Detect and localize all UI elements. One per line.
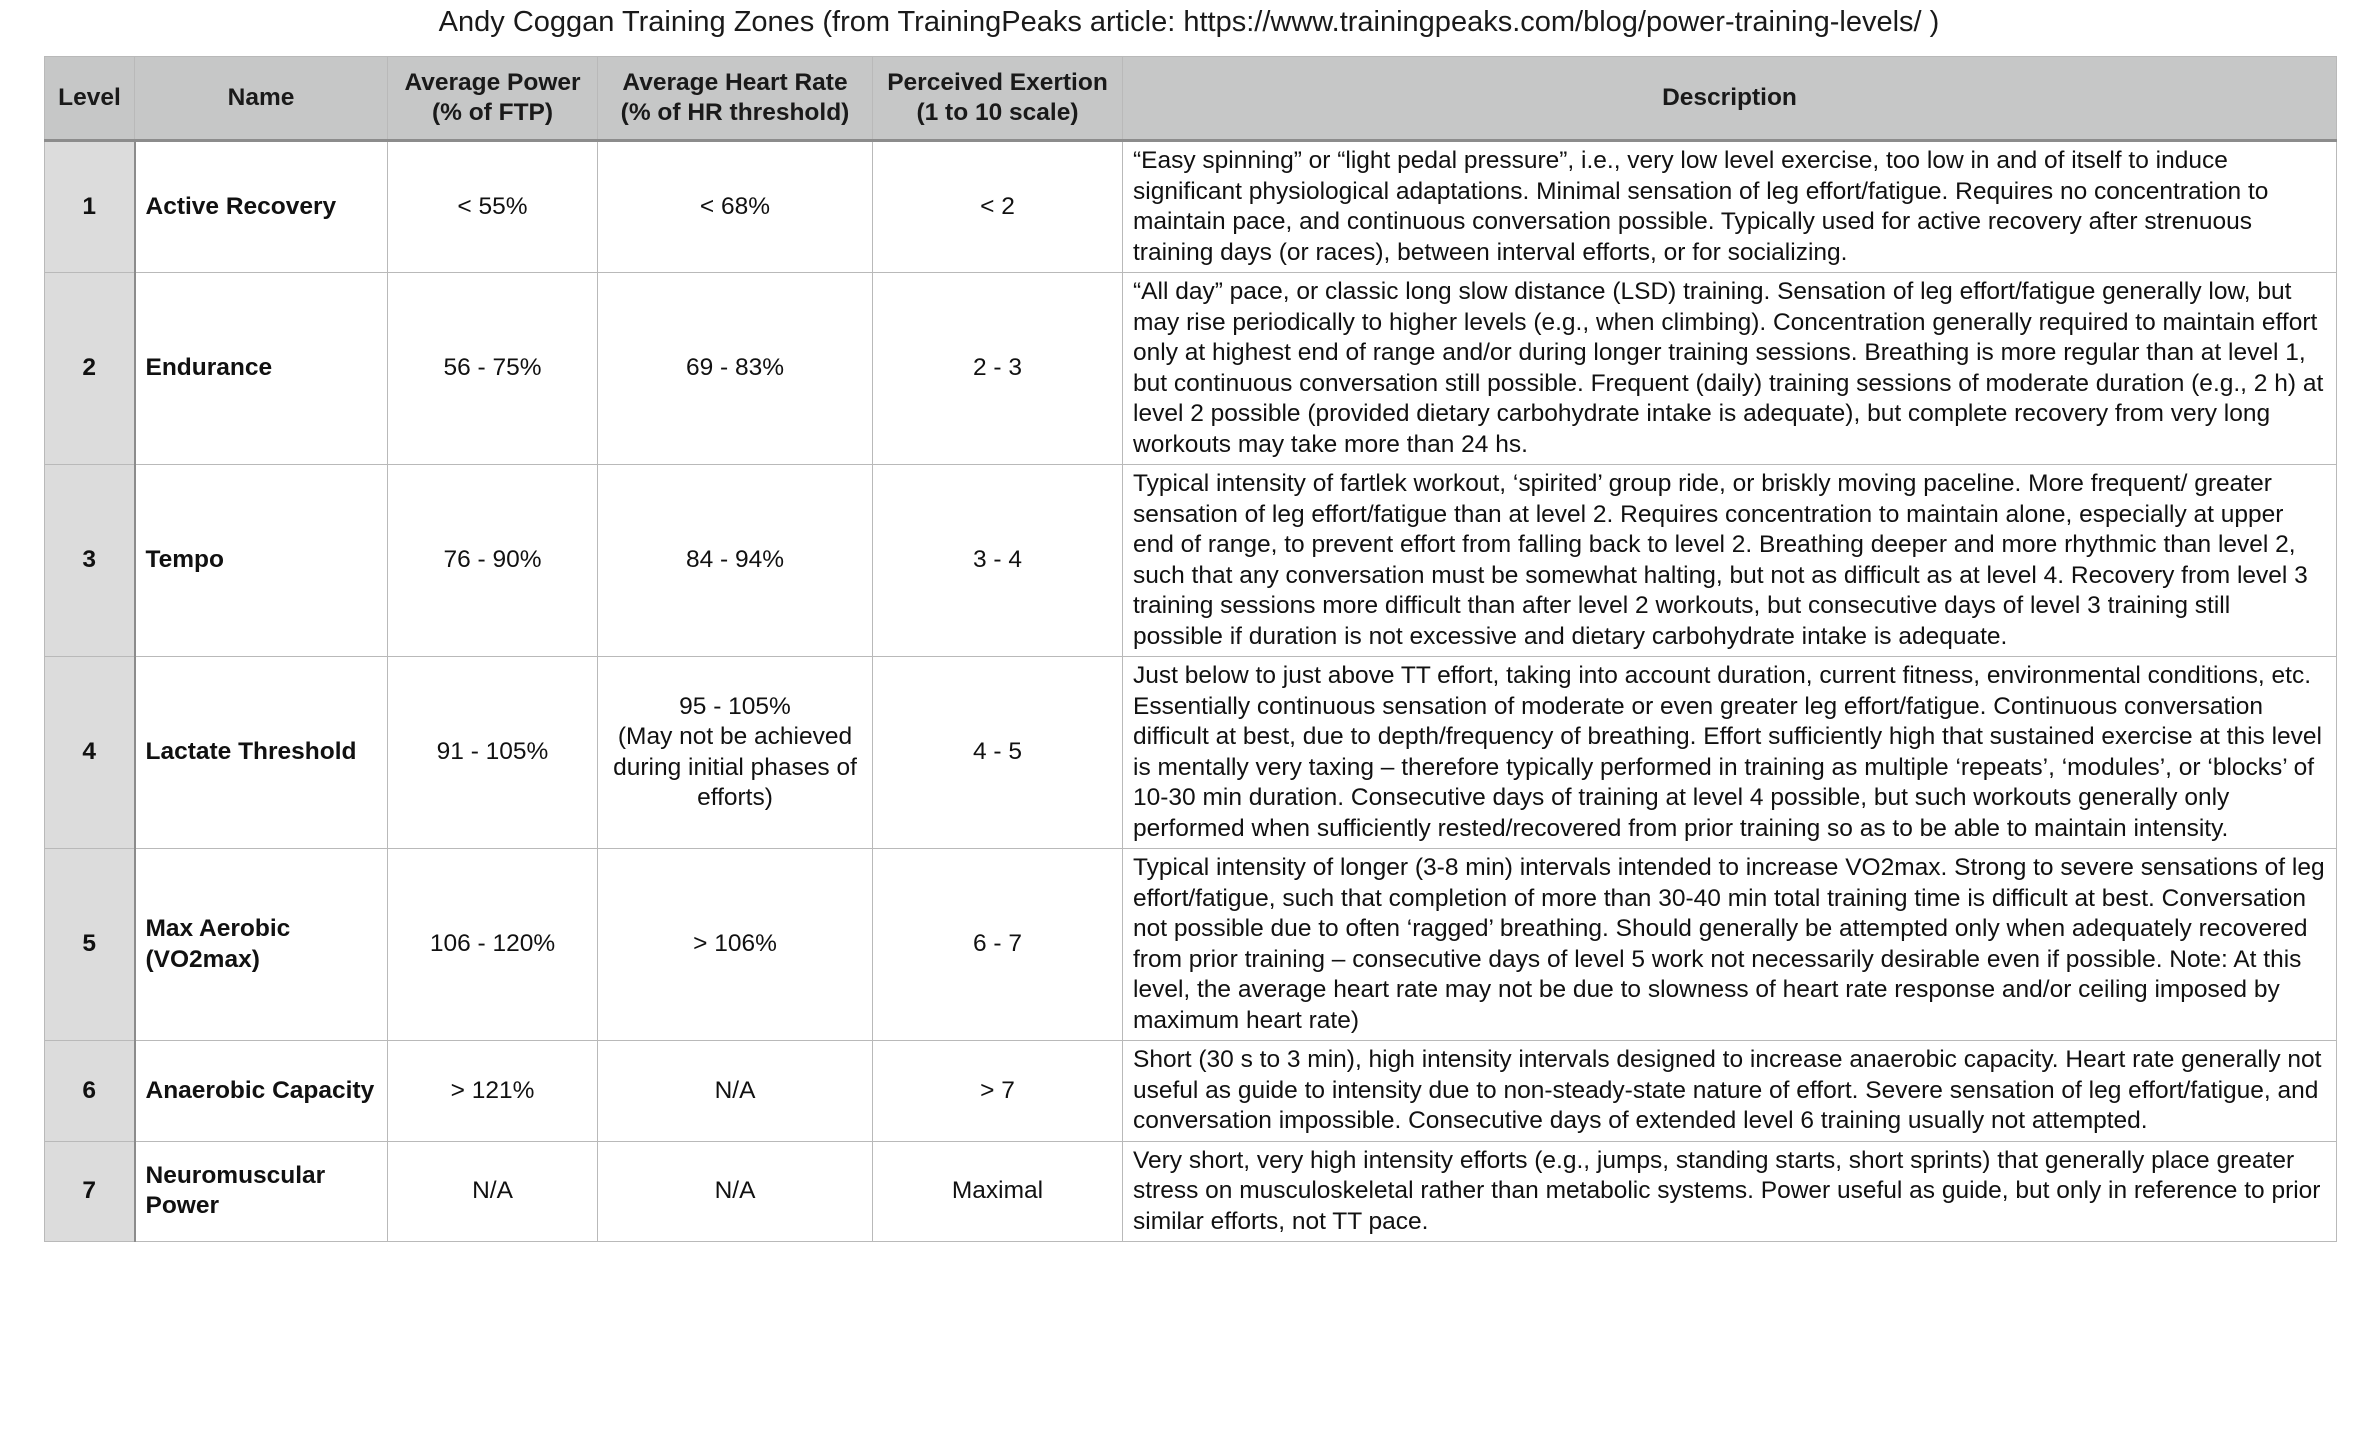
heart-rate-value: 95 - 105% — [679, 692, 791, 720]
description-cell: Short (30 s to 3 min), high intensity intervals designed to increase anaerobic capacity. Heart rate generally not useful as guide to intensity due to non-steady-state nature of effort. Severe sensation of leg effort/fatigue, and conversation impossible. Consecutive days of extended level 6 training usually not attempted. — [1123, 1041, 2337, 1142]
description-cell: Very short, very high intensity efforts (e.g., jumps, standing starts, short sprints) that generally place greater stress on musculoskeletal rather than metabolic systems. Power useful as guide, but only in reference to prior similar efforts, not TT pace. — [1123, 1141, 2337, 1242]
name-cell: Anaerobic Capacity — [135, 1041, 388, 1142]
header-average-heart-rate — [598, 57, 873, 141]
heart-rate-cell — [598, 141, 873, 273]
power-cell: N/A — [388, 1141, 598, 1242]
power-cell: 76 - 90% — [388, 465, 598, 657]
description-cell: “All day” pace, or classic long slow distance (LSD) training. Sensation of leg effort/fatigue generally low, but may rise periodically to higher levels (e.g., when climbing). Concentration generally required to maintain effort only at highest end of range and/or during longer training sessions. Breathing is more regular than at level 1, but continuous conversation still possible. Frequent (daily) training sessions of moderate duration (e.g., 2 h) at level 2 possible (provided dietary carbohydrate intake is adequate), but complete recovery from very long workouts may take more than 24 hs. — [1123, 273, 2337, 465]
exertion-cell: > 7 — [873, 1041, 1123, 1142]
heart-rate-cell — [598, 849, 873, 1041]
training-zones-table — [44, 56, 2337, 1242]
level-cell: 6 — [45, 1041, 135, 1142]
name-cell: Max Aerobic (VO2max) — [135, 849, 388, 1041]
name-cell: Lactate Threshold — [135, 657, 388, 849]
description-cell: “Easy spinning” or “light pedal pressure”, i.e., very low level exercise, too low in and of itself to induce significant physiological adaptations. Minimal sensation of leg effort/fatigue. Requires no concentration to maintain pace, and continuous conversation possible. Typically used for active recovery after strenuous training days (or races), between interval efforts, or for socializing. — [1123, 141, 2337, 273]
header-description: Description — [1123, 57, 2337, 141]
exertion-cell: 3 - 4 — [873, 465, 1123, 657]
header-average-power-line2: (% of FTP) — [431, 99, 554, 126]
header-average-power-line1: Average Power — [404, 68, 581, 96]
heart-rate-cell — [598, 273, 873, 465]
heart-rate-cell — [598, 1141, 873, 1242]
table-row — [45, 465, 2337, 657]
level-cell: 7 — [45, 1141, 135, 1242]
description-cell: Just below to just above TT effort, taking into account duration, current fitness, environmental conditions, etc. Essentially continuous sensation of moderate or even greater leg effort/fatigue. Continuous conversation difficult at best, due to depth/frequency of breathing. Effort sufficiently high that sustained exercise at this level is mentally very taxing – therefore typically performed in training as multiple ‘repeats’, ‘modules’, or ‘blocks’ of 10-30 min duration. Consecutive days of training at level 4 possible, but such workouts generally only performed when sufficiently rested/recovered from prior training so as to be able to maintain intensity. — [1123, 657, 2337, 849]
heart-rate-value: 84 - 94% — [685, 546, 785, 574]
header-perceived-exertion — [873, 57, 1123, 141]
header-average-heart-rate-line2: (% of HR threshold) — [620, 99, 850, 126]
name-cell: Endurance — [135, 273, 388, 465]
name-cell: Active Recovery — [135, 141, 388, 273]
page-title: Andy Coggan Training Zones (from TrainingPeaks article: https://www.trainingpeaks.com/blog/power-training-levels/ ) — [438, 6, 1940, 38]
header-perceived-exertion-line1: Perceived Exertion — [887, 68, 1108, 96]
table-row — [45, 1141, 2337, 1242]
heart-rate-value: N/A — [714, 1076, 756, 1104]
table-row — [45, 1041, 2337, 1142]
heart-rate-value: N/A — [714, 1177, 756, 1204]
description-cell: Typical intensity of longer (3-8 min) intervals intended to increase VO2max. Strong to severe sensations of leg effort/fatigue, such that completion of more than 30-40 min total training time is difficult at best. Conversation not possible due to often ‘ragged’ breathing. Should generally be attempted only when adequately recovered from prior training – consecutive days of level 5 work not necessarily desirable even if possible. Note: At this level, the average heart rate may not be due to slowness of heart rate response and/or ceiling imposed by maximum heart rate) — [1123, 849, 2337, 1041]
power-cell: 56 - 75% — [388, 273, 598, 465]
heart-rate-value: 69 - 83% — [685, 354, 785, 382]
heart-rate-note: (May not be achieved during initial phases of efforts) — [613, 723, 857, 811]
table-row — [45, 273, 2337, 465]
header-perceived-exertion-line2: (1 to 10 scale) — [916, 99, 1079, 126]
level-cell: 1 — [45, 141, 135, 273]
description-cell: Typical intensity of fartlek workout, ‘spirited’ group ride, or briskly moving paceline. More frequent/ greater sensation of leg effort/fatigue than at level 2. Requires concentration to maintain alone, especially at upper end of range, to prevent effort from falling back to level 2. Breathing deeper and more rhythmic than level 2, such that any conversation must be somewhat halting, but not as difficult as at level 4. Recovery from level 3 training sessions more difficult than after level 2 workouts, but consecutive days of level 3 training still possible if duration is not excessive and dietary carbohydrate intake is adequate. — [1123, 465, 2337, 657]
name-cell: Neuromuscular Power — [135, 1141, 388, 1242]
heart-rate-cell — [598, 657, 873, 849]
header-level: Level — [45, 57, 135, 141]
level-cell: 4 — [45, 657, 135, 849]
heart-rate-value: < 68% — [699, 192, 771, 220]
table-row — [45, 849, 2337, 1041]
power-cell: > 121% — [388, 1041, 598, 1142]
exertion-cell: 2 - 3 — [873, 273, 1123, 465]
level-cell: 5 — [45, 849, 135, 1041]
exertion-cell: 4 - 5 — [873, 657, 1123, 849]
heart-rate-cell — [598, 1041, 873, 1142]
power-cell: 91 - 105% — [388, 657, 598, 849]
header-row — [45, 57, 2337, 141]
heart-rate-cell — [598, 465, 873, 657]
heart-rate-value: > 106% — [693, 930, 777, 958]
exertion-cell: 6 - 7 — [873, 849, 1123, 1041]
power-cell: 106 - 120% — [388, 849, 598, 1041]
level-cell: 2 — [45, 273, 135, 465]
header-average-heart-rate-line1: Average Heart Rate — [622, 68, 848, 96]
power-cell: < 55% — [388, 141, 598, 273]
exertion-cell: Maximal — [873, 1141, 1123, 1242]
level-cell: 3 — [45, 465, 135, 657]
table-row — [45, 141, 2337, 273]
name-cell: Tempo — [135, 465, 388, 657]
header-name: Name — [135, 57, 388, 141]
header-average-power — [388, 57, 598, 141]
exertion-cell: < 2 — [873, 141, 1123, 273]
table-row — [45, 657, 2337, 849]
